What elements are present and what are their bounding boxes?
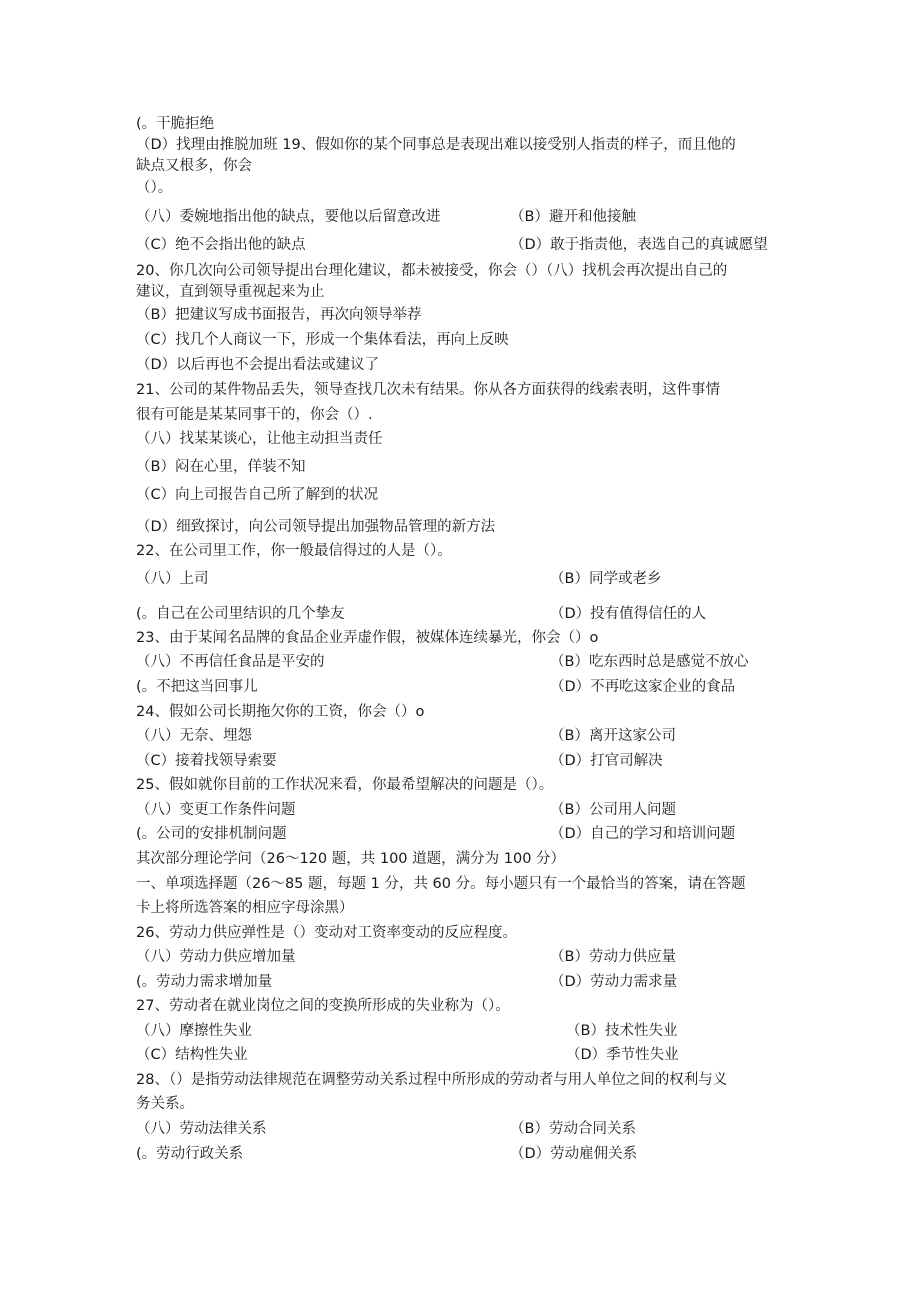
option-c: (。自己在公司里结识的几个挚友 — [136, 606, 345, 622]
option-b: （B）同学或老乡 — [550, 571, 662, 587]
question-text: 26、劳动力供应弹性是（）变动对工资率变动的反应程度。 — [136, 925, 517, 941]
question-text: 23、由于某闻名品牌的食品企业弄虚作假，被媒体连续暴光，你会（）o — [136, 630, 599, 646]
option-d: （D）打官司解决 — [550, 753, 663, 769]
option-c: （C）找几个人商议一下，形成一个集体看法，再向上反映 — [136, 332, 509, 348]
text-line: 很有可能是某某同事干的，你会（）. — [136, 407, 373, 423]
option-c: (。劳动力需求增加量 — [136, 974, 273, 990]
option-d: （D）自己的学习和培训问题 — [550, 826, 736, 842]
option-c: （C）向上司报告自己所了解到的状况 — [136, 487, 379, 503]
option-b: （B）闷在心里，佯装不知 — [136, 459, 306, 475]
option-d: （D）季节性失业 — [566, 1047, 679, 1063]
option-d: （D）劳动力需求量 — [550, 974, 678, 990]
question-text: 21、公司的某件物品丢失，领导查找几次未有结果。你从各方面获得的线索表明，这件事情 — [136, 382, 720, 398]
option-b: （B）离开这家公司 — [550, 728, 676, 744]
option-b: （B）技术性失业 — [566, 1023, 678, 1039]
text-line: 卡上将所选答案的相应字母涂黑） — [136, 900, 354, 916]
option-c: （C）绝不会指出他的缺点 — [136, 237, 306, 253]
option-b: （B）劳动力供应量 — [550, 949, 676, 965]
option-a: （八）摩擦性失业 — [136, 1023, 252, 1039]
option-d: （D）细致探讨，向公司领导提出加强物品管理的新方法 — [136, 519, 496, 535]
question-text: 27、劳动者在就业岗位之间的变换所形成的失业称为（）。 — [136, 998, 510, 1014]
option-c: (。不把这当回事儿 — [136, 679, 258, 695]
option-a: （八）变更工作条件问题 — [136, 802, 296, 818]
option-b: （B）把建议写成书面报告，再次向领导举荐 — [136, 307, 422, 323]
option-b: （B）公司用人问题 — [550, 802, 676, 818]
option-a: （八）无奈、埋怨 — [136, 728, 252, 744]
text-line: （）。 — [136, 180, 173, 196]
option-a: （八）劳动法律关系 — [136, 1121, 267, 1137]
option-a: （八）不再信任食品是平安的 — [136, 654, 325, 670]
option-b: （B）劳动合同关系 — [510, 1121, 636, 1137]
option-b: （B）避开和他接触 — [510, 209, 636, 225]
text-line: （D）找理由推脱加班 19、假如你的某个同事总是表现出难以接受别人指责的样子，而且他的 — [136, 137, 736, 153]
option-c: （C）结构性失业 — [136, 1047, 248, 1063]
question-text: 25、假如就你目前的工作状况来看，你最希望解决的问题是（）。 — [136, 777, 554, 793]
option-d: （D）投有值得信任的人 — [550, 606, 707, 622]
option-c: (。劳动行政关系 — [136, 1146, 244, 1162]
question-text: 24、假如公司长期拖欠你的工资，你会（）o — [136, 704, 425, 720]
option-a: （八）找某某谈心，让他主动担当责任 — [136, 431, 383, 447]
question-text: 20、你几次向公司领导提出台理化建议，都未被接受，你会（）（八）找机会再次提出自己的 — [136, 263, 728, 279]
option-c: （C）接着找领导索要 — [136, 753, 277, 769]
option-a: （八）上司 — [136, 571, 209, 587]
text-line: (。干脆拒绝 — [136, 116, 215, 132]
option-a: （八）委婉地指出他的缺点，要他以后留意改进 — [136, 209, 441, 225]
text-line: 缺点又根多，你会 — [136, 158, 252, 174]
option-b: （B）吃东西时总是感觉不放心 — [550, 654, 749, 670]
option-d: （D）敢于指责他，表选自己的真诚愿望 — [510, 237, 768, 253]
section-heading: 其次部分理论学问（26～120 题，共 100 道题，满分为 100 分） — [136, 851, 566, 867]
option-d: （D）劳动雇佣关系 — [510, 1146, 638, 1162]
section-instructions: 一、单项选择题（26～85 题，每题 1 分，共 60 分。每小题只有一个最恰当的答案，请在答题 — [136, 876, 746, 892]
text-line: 务关系。 — [136, 1096, 194, 1112]
option-d: （D）不再吃这家企业的食品 — [550, 679, 736, 695]
text-line: 建议，直到领导重视起来为止 — [136, 284, 325, 300]
option-a: （八）劳动力供应增加量 — [136, 949, 296, 965]
question-text: 28、（）是指劳动法律规范在调整劳动关系过程中所形成的劳动者与用人单位之间的权利与义 — [136, 1072, 728, 1088]
question-text: 22、在公司里工作，你一般最信得过的人是（）。 — [136, 543, 452, 559]
option-c: (。公司的安排机制问题 — [136, 826, 287, 842]
option-d: （D）以后再也不会提出看法或建议了 — [136, 357, 380, 373]
